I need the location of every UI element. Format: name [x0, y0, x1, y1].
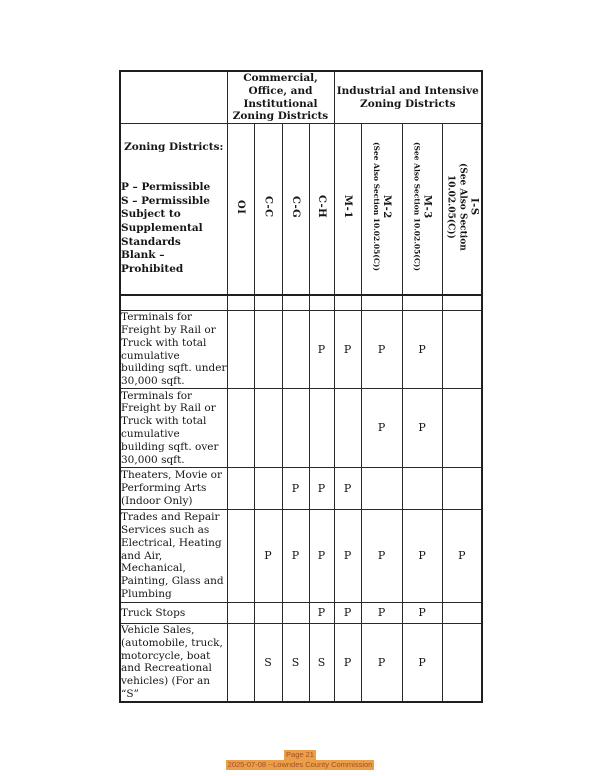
- spacer-cell: [282, 295, 309, 311]
- permission-cell: [227, 602, 254, 623]
- permission-cell: P: [402, 602, 442, 623]
- permission-cell: [254, 388, 282, 467]
- permission-cell: P: [402, 311, 442, 389]
- district-group-header-row: [120, 71, 482, 124]
- spacer-row: [120, 295, 482, 311]
- column-label: C-H: [316, 195, 327, 219]
- column-header-row: [120, 124, 482, 295]
- permission-cell: P: [334, 509, 361, 602]
- table-row: [120, 388, 482, 467]
- table-row: [120, 623, 482, 701]
- permission-cell: P: [334, 602, 361, 623]
- column-note: (See Also Section 10.02.05(C)): [445, 163, 468, 251]
- legend-line: Blank – Prohibited: [121, 249, 184, 276]
- use-label: Trades and Repair Services such as Electrical, Heating and Air, Mechanical, Painting, Glass and Plumbing: [120, 509, 227, 602]
- permission-cell: P: [254, 509, 282, 602]
- permission-cell: [442, 623, 482, 701]
- column-header-cg: [282, 124, 309, 295]
- permission-cell: P: [334, 623, 361, 701]
- permission-cell: [442, 311, 482, 389]
- table-row: [120, 602, 482, 623]
- permission-cell: [442, 467, 482, 509]
- page-footer: [0, 750, 600, 770]
- column-note: (See Also Section 10.02.05(C)): [372, 142, 382, 272]
- column-label: C-C: [262, 196, 274, 218]
- spacer-cell: [120, 295, 227, 311]
- use-label: Theaters, Movie or Performing Arts (Indoor Only): [120, 467, 227, 509]
- column-label: M-1: [342, 195, 354, 219]
- document-label: 2025-07-08 --Lowndes County Commission: [227, 760, 373, 769]
- use-label: Vehicle Sales, (automobile, truck, motorcycle, boat and Recreational vehicles) (For an “S”: [120, 623, 227, 701]
- column-header-m2: [361, 124, 402, 295]
- column-label: OI: [235, 200, 246, 215]
- permission-cell: S: [282, 623, 309, 701]
- permission-cell: P: [402, 388, 442, 467]
- permission-cell: P: [402, 509, 442, 602]
- permission-cell: P: [361, 388, 402, 467]
- spacer-cell: [334, 295, 361, 311]
- column-header-ch: [309, 124, 334, 295]
- column-header-oi: [227, 124, 254, 295]
- permission-cell: [227, 509, 254, 602]
- permission-cell: [227, 388, 254, 467]
- permission-cell: [402, 467, 442, 509]
- use-label: Terminals for Freight by Rail or Truck with total cumulative building sqft. under 30,000 sqft.: [121, 311, 227, 388]
- permission-cell: P: [334, 467, 361, 509]
- permission-cell: P: [442, 509, 482, 602]
- permission-cell: P: [361, 602, 402, 623]
- permission-cell: P: [334, 311, 361, 389]
- permission-cell: P: [309, 467, 334, 509]
- legend-line: P – Permissible: [121, 181, 211, 194]
- legend-title: Zoning Districts:: [124, 141, 224, 154]
- spacer-cell: [361, 295, 402, 311]
- permission-cell: [361, 467, 402, 509]
- permission-cell: [227, 467, 254, 509]
- permission-cell: P: [361, 509, 402, 602]
- column-label: M-3: [421, 195, 433, 219]
- permission-cell: [254, 311, 282, 389]
- permission-cell: P: [402, 623, 442, 701]
- permission-cell: [334, 388, 361, 467]
- legend-line: Supplemental: [121, 222, 203, 235]
- permission-cell: P: [309, 602, 334, 623]
- column-label: C-G: [290, 195, 301, 219]
- permission-cell: P: [309, 509, 334, 602]
- permission-cell: [282, 388, 309, 467]
- permission-cell: [282, 602, 309, 623]
- permission-cell: [309, 388, 334, 467]
- zoning-use-table: [119, 70, 483, 703]
- permission-cell: [442, 388, 482, 467]
- permission-cell: [254, 602, 282, 623]
- spacer-cell: [254, 295, 282, 311]
- corner-cell: [120, 71, 227, 124]
- permission-cell: [227, 311, 254, 389]
- spacer-cell: [227, 295, 254, 311]
- legend-line: Standards: [121, 235, 181, 248]
- use-label: Truck Stops: [120, 602, 227, 623]
- table-row: [120, 467, 482, 509]
- use-label: Terminals for Freight by Rail or Truck with total cumulative building sqft. over 30,000 sqft.: [120, 388, 227, 467]
- permission-cell: [442, 602, 482, 623]
- spacer-cell: [309, 295, 334, 311]
- permission-cell: [282, 311, 309, 389]
- legend-line: S – Permissible: [121, 194, 210, 207]
- permission-cell: S: [309, 623, 334, 701]
- column-header-m1: [334, 124, 361, 295]
- permission-cell: [227, 623, 254, 701]
- zoning-table-body: [120, 311, 482, 702]
- permission-cell: [254, 467, 282, 509]
- spacer-cell: [402, 295, 442, 311]
- permission-cell: P: [282, 467, 309, 509]
- column-header-m3: [402, 124, 442, 295]
- permission-cell: P: [282, 509, 309, 602]
- table-row: [120, 509, 482, 602]
- permission-cell: P: [309, 311, 334, 389]
- column-label: I-S: [468, 198, 480, 216]
- column-label: M-2: [381, 195, 393, 219]
- legend-lines: [121, 181, 227, 276]
- commercial-group-header: Commercial, Office, and Institutional Zoning Districts: [227, 71, 334, 124]
- legend-line: Subject to: [121, 208, 181, 221]
- permission-cell: P: [361, 623, 402, 701]
- spacer-cell: [442, 295, 482, 311]
- column-note: (See Also Section 10.02.05(C)): [412, 142, 422, 272]
- permission-cell: S: [254, 623, 282, 701]
- table-row: [120, 311, 482, 389]
- permission-cell: P: [361, 311, 402, 389]
- legend-cell: [120, 124, 227, 295]
- industrial-group-header: Industrial and Intensive Zoning Districts: [334, 71, 482, 124]
- column-header-cc: [254, 124, 282, 295]
- page-number: Page 21: [286, 750, 314, 759]
- column-header-is: [442, 124, 482, 295]
